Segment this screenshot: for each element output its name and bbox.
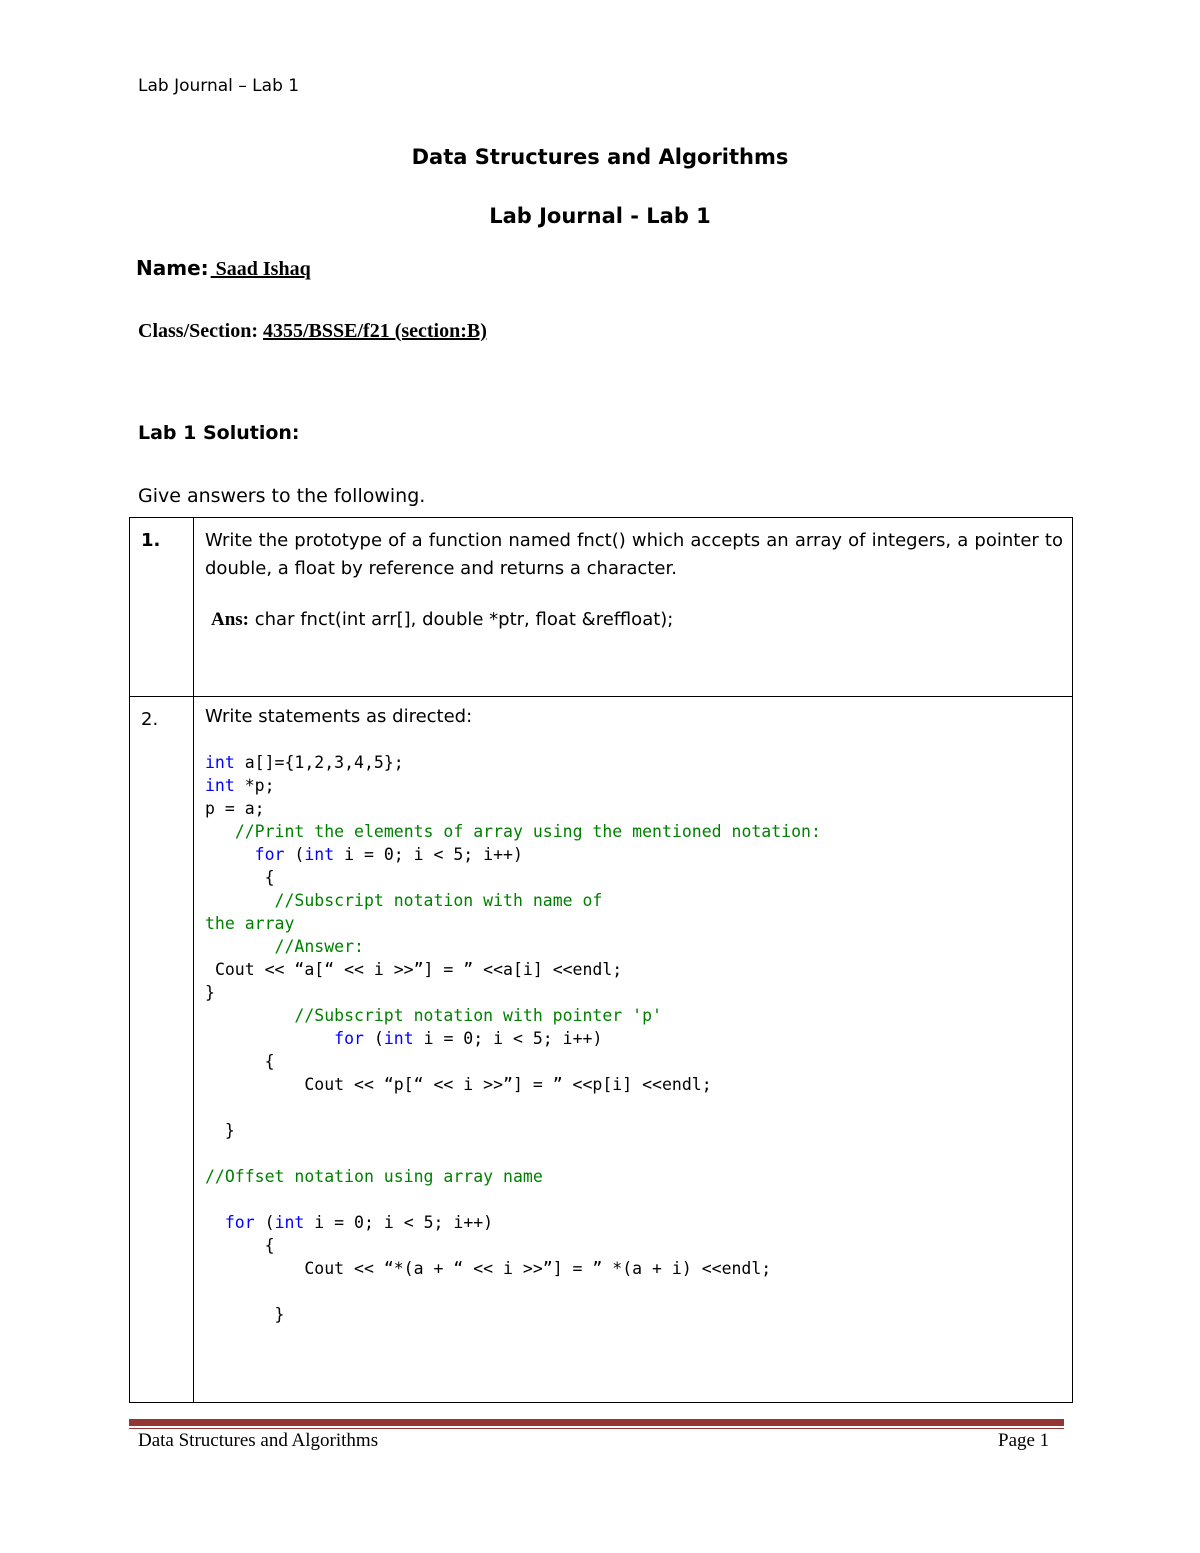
question-text: Write the prototype of a function named fnct() which accepts an array of integers, a pointer to double, a float by reference and returns a character. [205,530,1063,579]
code-keyword: for [254,845,285,864]
question-number-cell [130,697,194,1403]
code-keyword: for [334,1029,364,1048]
code-brace: } [205,983,215,1002]
question-content-cell [194,518,1073,697]
code-brace: { [264,1236,275,1255]
name-field [136,256,311,281]
footer-course-title: Data Structures and Algorithms [138,1430,379,1451]
class-section-value: 4355/BSSE/f21 (section:B) [263,320,487,342]
code-comment: //Print the elements of array using the mentioned notation: [234,822,821,841]
code-brace: { [264,1052,275,1071]
question-content-cell [194,697,1073,1403]
code-comment: //Subscript notation with pointer 'p' [294,1006,662,1025]
code-text: i = 0; i < 5; i++) [304,1213,494,1232]
code-text: p = a; [205,799,265,818]
question-number: 2. [141,709,159,730]
answer-label: Ans: [211,609,250,630]
document-title: Data Structures and Algorithms [411,145,789,169]
code-text: a[]={1,2,3,4,5}; [234,753,404,772]
questions-table [129,517,1073,1403]
document-subtitle: Lab Journal - Lab 1 [489,204,711,228]
solution-heading: Lab 1 Solution: [138,422,300,444]
question-row [130,697,1073,1403]
code-text: i = 0; i < 5; i++) [413,1029,603,1048]
code-comment: //Offset notation using array name [205,1167,543,1186]
answer-line [194,583,1072,631]
running-header: Lab Journal – Lab 1 [138,76,300,96]
question-text: Write statements as directed: [205,706,473,727]
code-keyword: for [224,1213,255,1232]
code-brace: { [264,868,275,887]
code-comment: //Answer: [274,937,364,956]
code-brace: } [274,1305,285,1324]
code-text: Cout << “*(a + “ << i >>”] = ” *(a + i) <<endl; [304,1259,772,1278]
footer-divider [129,1419,1064,1426]
class-section-label: Class/Section: [138,320,263,342]
name-label: Name: [136,256,209,280]
code-keyword: int [383,1029,414,1048]
instructions-text: Give answers to the following. [138,485,426,507]
code-keyword: int [274,1213,305,1232]
code-comment: //Subscript notation with name of the array [205,891,603,933]
question-number-cell [130,518,194,697]
code-text: Cout << “a[“ << i >>”] = ” <<a[i] <<endl; [214,960,623,979]
name-value: Saad Ishaq [210,258,311,280]
footer-page-number: Page 1 [998,1430,1050,1451]
code-brace: } [224,1121,235,1140]
question-row [130,518,1073,697]
code-text: Cout << “p[“ << i >>”] = ” <<p[i] <<endl; [304,1075,712,1094]
class-section-field [138,320,487,343]
code-keyword: int [205,753,235,772]
question-number: 1. [141,530,161,551]
answer-text: char fnct(int arr[], double *ptr, float &reffloat); [249,609,674,630]
code-text: *p; [234,776,275,795]
footer-divider-thin [129,1428,1064,1429]
code-block: int a[]={1,2,3,4,5}; int *p; p = a; //Print the elements of array using the mentioned notation: for (int i = 0; i < 5; i++) { //Subscript notation with name of the array //Answer: Cout << “a[“ << i >>”] = ” <<a[i] <<endl; } //Subscript notation with pointer 'p' for (int i = 0; i < 5; i++) { Cout << “p[“ << i >>”] = ” <<p[i] <<endl; } //Offset notation using array name for (int i = 0; i < 5; i++) { Cout << “*(a + “ << i >>”] = ” *(a + i) <<endl; } [205,753,821,1324]
code-keyword: int [304,845,335,864]
code-text: i = 0; i < 5; i++) [334,845,523,864]
code-keyword: int [205,776,235,795]
